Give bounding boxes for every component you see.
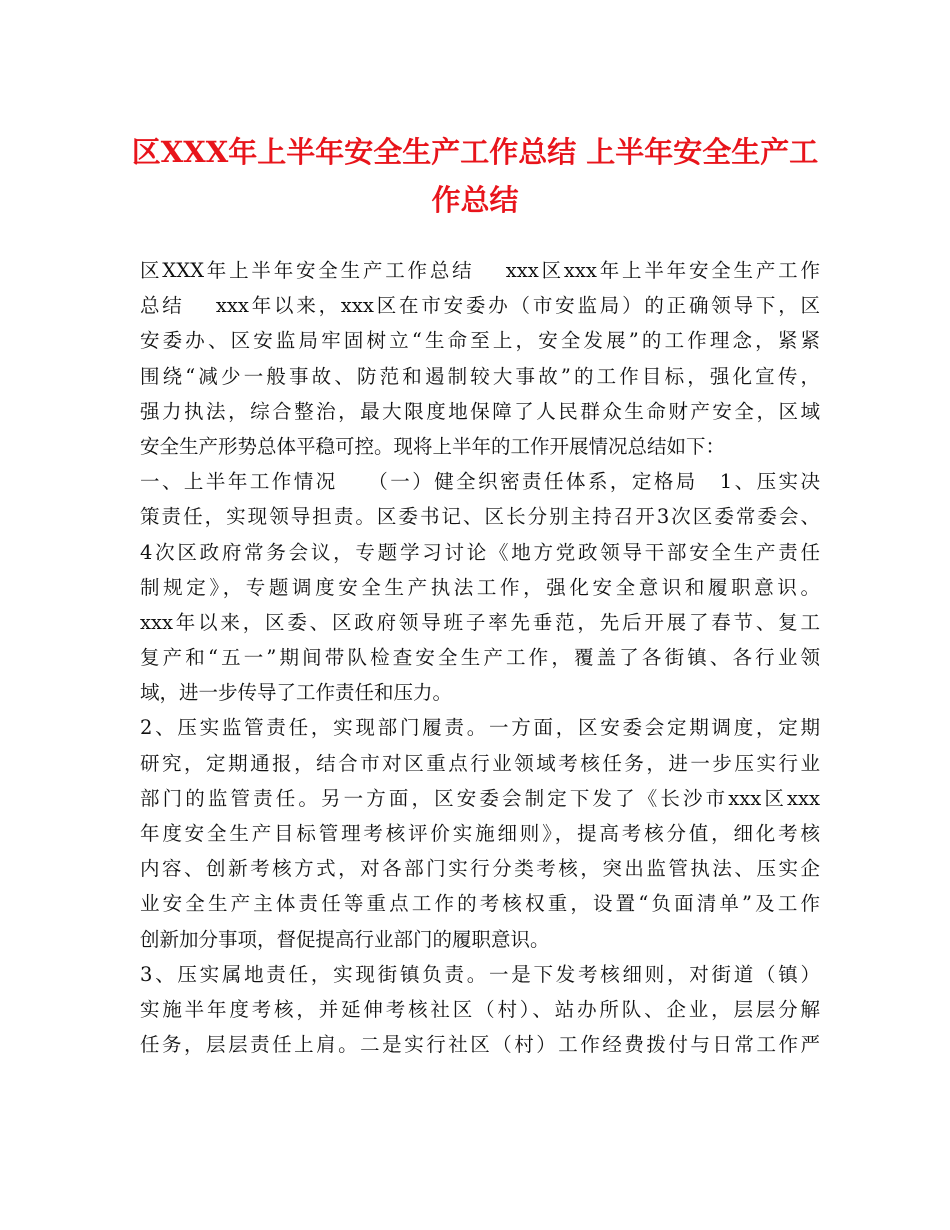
body-line: 年度安全生产目标管理考核评价实施细则》，提高考核分值，细化考核 — [140, 822, 820, 845]
body-line: 安委办、区安监局牢固树立“生命至上，安全发展”的工作理念，紧紧 — [140, 329, 820, 353]
body-line: xxx年以来，区委、区政府领导班子率先垂范，先后开展了春节、复工 — [140, 610, 820, 634]
body-line: 一、上半年工作情况 （一）健全织密责任体系，定格局 1、压实决 — [140, 470, 820, 494]
document-body — [140, 253, 820, 1062]
body-line: 制规定》，专题调度安全生产执法工作，强化安全意识和履职意识。 — [140, 575, 820, 599]
body-line: 内容、创新考核方式，对各部门实行分类考核，突出监管执法、压实企 — [140, 857, 820, 881]
title-line-1: 区XXX年上半年安全生产工作总结 上半年安全生产工 — [131, 135, 819, 169]
body-line: 创新加分事项，督促提高行业部门的履职意识。 — [140, 927, 550, 951]
body-line: 总结 xxx年以来，xxx区在市安委办（市安监局）的正确领导下，区 — [140, 294, 820, 318]
body-line: 区XXX年上半年安全生产工作总结 xxx区xxx年上半年安全生产工作 — [140, 259, 820, 282]
body-line: 域，进一步传导了工作责任和压力。 — [140, 681, 453, 705]
body-line: 4次区政府常务会议，专题学习讨论《地方党政领导干部安全生产责任 — [140, 540, 820, 564]
body-line: 强力执法，综合整治，最大限度地保障了人民群众生命财产安全，区域 — [140, 399, 820, 423]
body-line: 任务，层层责任上肩。二是实行社区（村）工作经费拨付与日常工作严 — [140, 1033, 820, 1057]
title-line-2: 作总结 — [431, 183, 519, 217]
body-line: 围绕“减少一般事故、防范和遏制较大事故”的工作目标，强化宣传， — [140, 364, 820, 388]
body-line: 复产和“五一”期间带队检查安全生产工作，覆盖了各街镇、各行业领 — [140, 646, 820, 670]
body-line: 部门的监管责任。另一方面，区安委会制定下发了《长沙市xxx区xxx — [140, 786, 820, 810]
body-line: 安全生产形势总体平稳可控。现将上半年的工作开展情况总结如下： — [140, 434, 726, 458]
body-line: 策责任，实现领导担责。区委书记、区长分别主持召开3次区委常委会、 — [140, 505, 820, 529]
body-line: 实施半年度考核，并延伸考核社区（村）、站办所队、企业，层层分解 — [140, 997, 820, 1021]
body-line: 研究，定期通报，结合市对区重点行业领域考核任务，进一步压实行业 — [140, 751, 820, 775]
body-line: 2、压实监管责任，实现部门履责。一方面，区安委会定期调度，定期 — [140, 716, 820, 740]
document-title — [130, 128, 820, 224]
body-line: 业安全生产主体责任等重点工作的考核权重，设置“负面清单”及工作 — [140, 892, 820, 916]
body-line: 3、压实属地责任，实现街镇负责。一是下发考核细则，对街道（镇） — [140, 962, 820, 986]
